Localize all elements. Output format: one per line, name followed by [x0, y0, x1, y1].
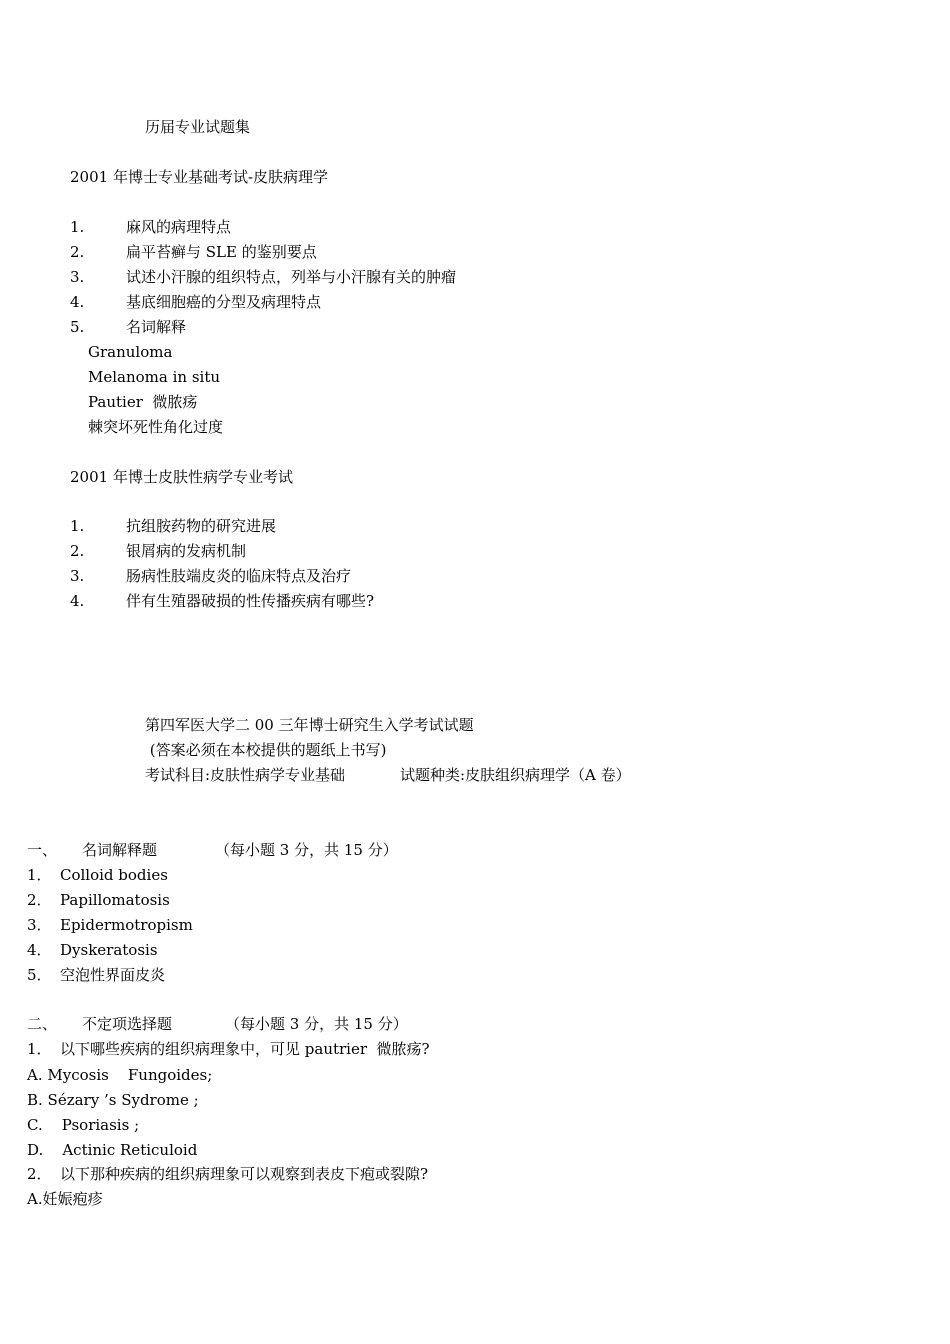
part-number: 一、	[27, 841, 58, 859]
section-title: 2001 年博士专业基础考试-皮肤病理学	[70, 168, 329, 186]
item-number: 1.	[70, 517, 85, 535]
term-item: 棘突坏死性角化过度	[88, 418, 224, 436]
question-number: 2．	[27, 1165, 52, 1183]
exam-title: 第四军医大学二 00 三年博士研究生入学考试试题	[145, 716, 474, 734]
part-title: 不定项选择题	[82, 1015, 173, 1033]
item-number: 3.	[70, 567, 85, 585]
item-number: 4．	[27, 941, 52, 959]
item-number: 3.	[70, 268, 85, 286]
page-title: 历届专业试题集	[145, 118, 251, 136]
item-number: 2.	[70, 542, 85, 560]
item-number: 1．	[27, 866, 52, 884]
item-number: 2.	[70, 243, 85, 261]
term-item: Pautier 微脓疡	[88, 393, 198, 411]
option-item: C. Psoriasis ;	[27, 1116, 140, 1134]
section-title: 2001 年博士皮肤性病学专业考试	[70, 468, 293, 486]
item-text: 试述小汗腺的组织特点，列举与小汗腺有关的肿瘤	[126, 268, 457, 286]
item-text: 肠病性肢端皮炎的临床特点及治疗	[126, 567, 352, 585]
option-item: D. Actinic Reticuloid	[27, 1141, 198, 1159]
exam-category: 试题种类:皮肤组织病理学（A 卷）	[400, 766, 631, 784]
item-text: 空泡性界面皮炎	[60, 966, 166, 984]
item-number: 3．	[27, 916, 52, 934]
exam-subject: 考试科目:皮肤性病学专业基础	[145, 766, 346, 784]
item-number: 5.	[70, 318, 85, 336]
item-text: 基底细胞癌的分型及病理特点	[126, 293, 322, 311]
exam-instruction: (答案必须在本校提供的题纸上书写)	[145, 741, 387, 759]
question-text: 以下哪些疾病的组织病理象中，可见 pautrier 微脓疡?	[60, 1040, 430, 1058]
part-score: （每小题 3 分，共 15 分）	[215, 841, 398, 859]
item-number: 4.	[70, 592, 85, 610]
item-text: 麻风的病理特点	[126, 218, 232, 236]
item-text: Colloid bodies	[60, 866, 168, 884]
item-number: 2．	[27, 891, 52, 909]
item-number: 4.	[70, 293, 85, 311]
item-text: Papillomatosis	[60, 891, 170, 909]
item-text: Epidermotropism	[60, 916, 193, 934]
part-number: 二、	[27, 1015, 58, 1033]
item-text: Dyskeratosis	[60, 941, 158, 959]
term-item: Granuloma	[88, 343, 173, 361]
item-text: 扁平苔癣与 SLE 的鉴别要点	[126, 243, 317, 261]
item-text: 伴有生殖器破损的性传播疾病有哪些?	[126, 592, 375, 610]
option-item: B. Sézary ’s Sydrome ;	[27, 1091, 199, 1109]
item-number: 5．	[27, 966, 52, 984]
item-text: 银屑病的发病机制	[126, 542, 247, 560]
question-text: 以下那种疾病的组织病理象可以观察到表皮下疱或裂隙?	[60, 1165, 429, 1183]
part-score: （每小题 3 分，共 15 分）	[225, 1015, 408, 1033]
question-number: 1．	[27, 1040, 52, 1058]
option-item: A.妊娠疱疹	[27, 1190, 103, 1208]
item-number: 1.	[70, 218, 85, 236]
option-item: A. Mycosis Fungoides;	[27, 1066, 213, 1084]
part-title: 名词解释题	[82, 841, 158, 859]
item-text: 抗组胺药物的研究进展	[126, 517, 277, 535]
item-text: 名词解释	[126, 318, 187, 336]
term-item: Melanoma in situ	[88, 368, 221, 386]
